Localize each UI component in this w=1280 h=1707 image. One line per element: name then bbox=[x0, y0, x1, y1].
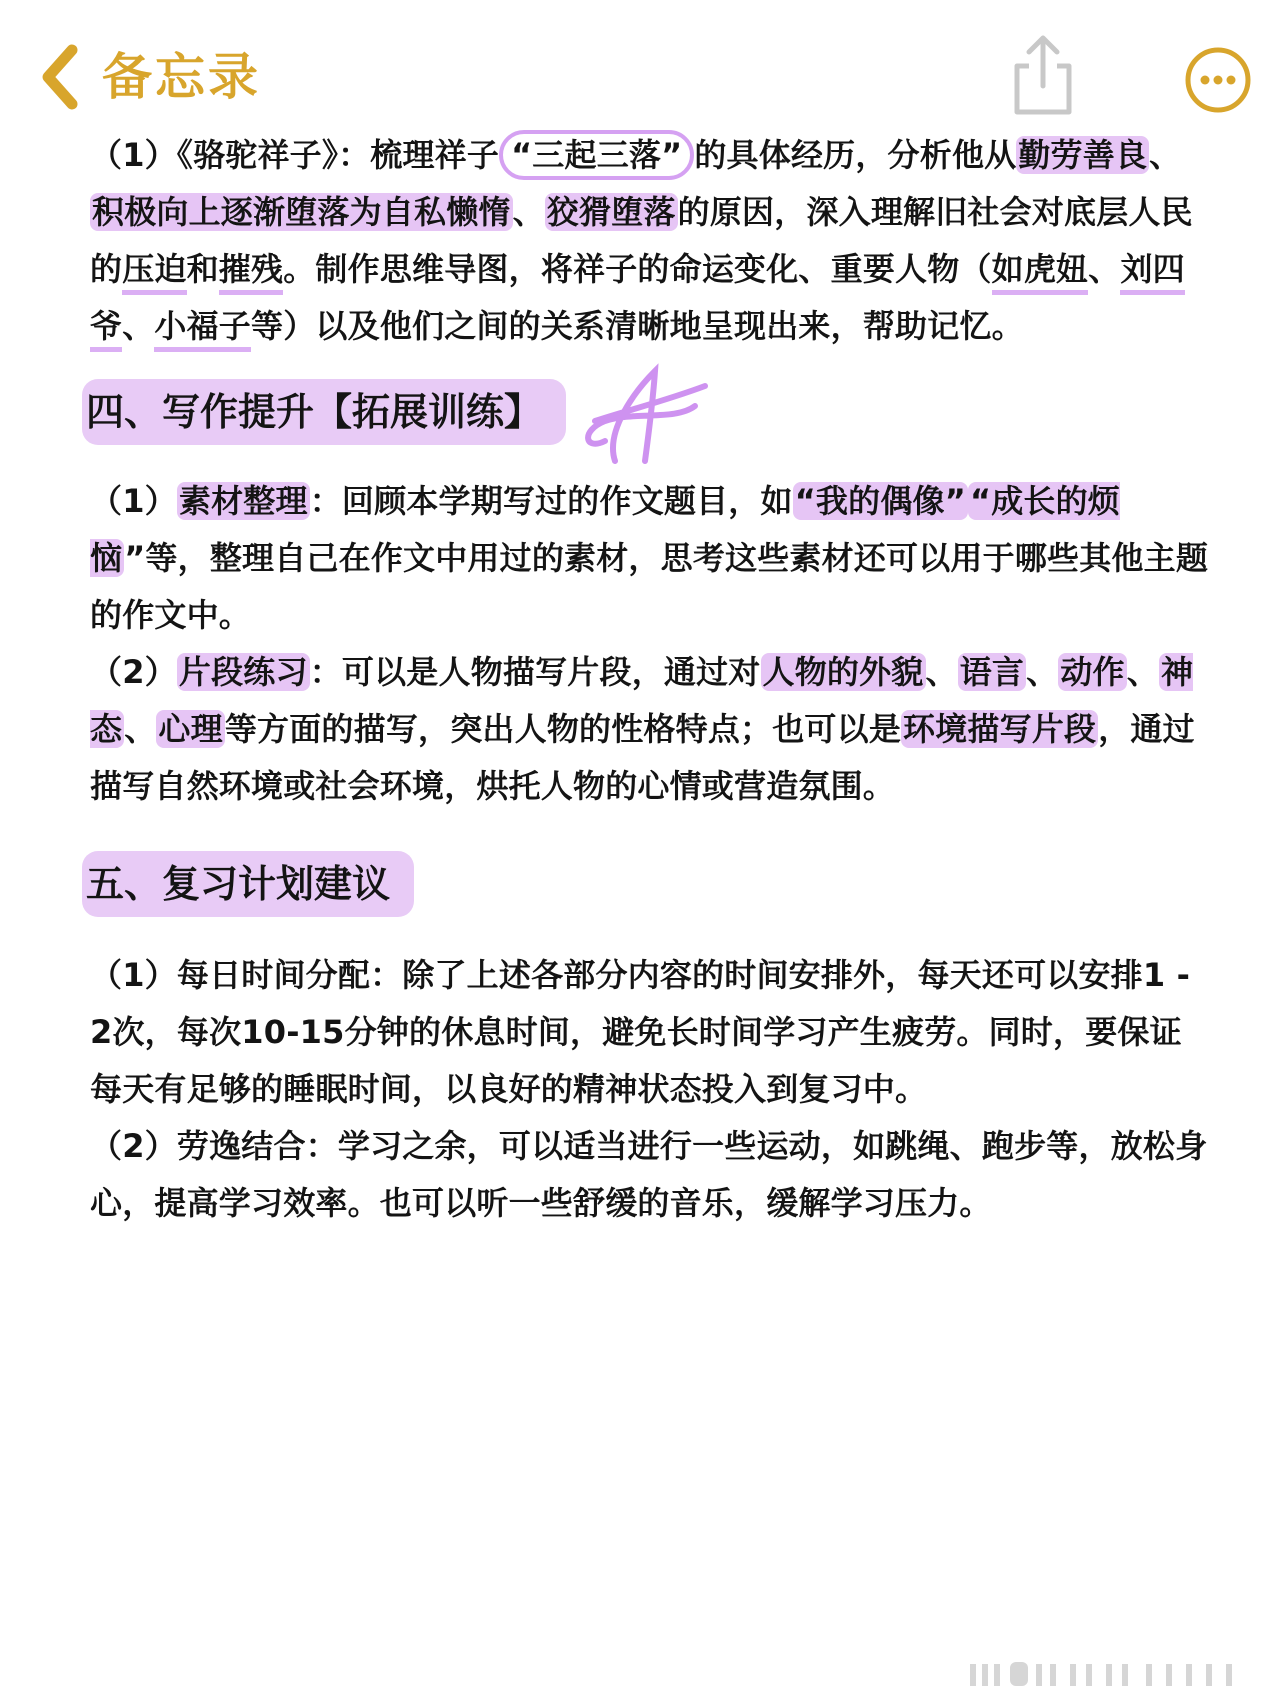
text: 等方面的描写，突出人物的性格特点；也可以是 bbox=[224, 710, 902, 748]
section3-item1 bbox=[90, 127, 1210, 355]
underline: 小福子 bbox=[154, 307, 251, 352]
highlight: 心理 bbox=[158, 710, 223, 748]
text: 、 bbox=[1026, 653, 1059, 691]
text: 、 bbox=[1126, 653, 1159, 691]
highlight: “我的偶像” bbox=[794, 482, 966, 520]
highlight: 环境描写片段 bbox=[903, 710, 1097, 748]
section4-item1 bbox=[90, 473, 1210, 644]
highlight: 人物的外貌 bbox=[762, 653, 924, 691]
section5-item2: （2）劳逸结合：学习之余，可以适当进行一些运动，如跳绳、跑步等，放松身心，提高学习效率。也可以听一些舒缓的音乐，缓解学习压力。 bbox=[90, 1127, 1208, 1222]
highlight: 动作 bbox=[1060, 653, 1125, 691]
section4-header bbox=[86, 379, 1210, 445]
text: ：可以是人物描写片段，通过对 bbox=[309, 653, 761, 691]
text: 的原因，深入理解旧社会对底层人民的 bbox=[90, 193, 1193, 288]
star-scribble-icon bbox=[575, 361, 715, 471]
highlight: 素材整理 bbox=[178, 482, 308, 520]
text: 和 bbox=[186, 250, 219, 288]
section5-header bbox=[86, 851, 1210, 917]
underline: 如虎妞 bbox=[992, 250, 1089, 295]
share-icon[interactable] bbox=[1003, 32, 1083, 118]
text: 、 bbox=[1149, 136, 1182, 174]
underline: 压迫 bbox=[122, 250, 186, 295]
back-button[interactable] bbox=[38, 42, 261, 112]
text: 、 bbox=[122, 307, 155, 345]
highlight: 语言 bbox=[959, 653, 1025, 691]
text: （1）《骆驼祥子》：梳理祥子 bbox=[90, 136, 500, 174]
text: ”等，整理自己在作文中用过的素材，思考这些素材还可以用于哪些其他主题的作文中。 bbox=[90, 539, 1209, 634]
status-bars-icon bbox=[970, 1660, 1270, 1688]
underline: 摧残 bbox=[219, 250, 283, 295]
highlight: 片段练习 bbox=[178, 653, 308, 691]
text: 、 bbox=[124, 710, 157, 748]
text: 、 bbox=[1088, 250, 1121, 288]
back-label: 备忘录 bbox=[102, 48, 261, 106]
text: 、 bbox=[925, 653, 958, 691]
text: 的具体经历，分析他从 bbox=[694, 136, 1017, 174]
circled-text: “三起三落” bbox=[499, 130, 694, 180]
highlight: “成长的烦恼 bbox=[90, 482, 1121, 577]
highlight: 积极向上逐渐堕落为自私懒惰 bbox=[92, 193, 511, 231]
text: （2） bbox=[90, 653, 177, 691]
chevron-left-icon bbox=[38, 42, 82, 112]
highlight: 狡猾堕落 bbox=[546, 193, 676, 231]
more-icon[interactable] bbox=[1183, 45, 1253, 115]
text: （1） bbox=[90, 482, 177, 520]
highlight: 神态 bbox=[90, 653, 1194, 748]
note-content[interactable] bbox=[86, 127, 1210, 1232]
text: 等）以及他们之间的关系清晰地呈现出来，帮助记忆。 bbox=[251, 307, 1024, 345]
text: ：回顾本学期写过的作文题目，如 bbox=[309, 482, 793, 520]
section5-item1: （1）每日时间分配：除了上述各部分内容的时间安排外，每天还可以安排1 - 2次，每次10-15分钟的休息时间，避免长时间学习产生疲劳。同时，要保证每天有足够的睡眠时间，以良好的精神状态投入到复习中。 bbox=[90, 956, 1191, 1108]
section4-item2 bbox=[90, 644, 1210, 815]
text: 。制作思维导图，将祥子的命运变化、重要人物（ bbox=[283, 250, 992, 288]
section5-heading: 五、复习计划建议 bbox=[82, 851, 414, 917]
section4-heading: 四、写作提升【拓展训练】 bbox=[82, 379, 566, 445]
underline: 刘四爷 bbox=[90, 250, 1185, 352]
text: ，通过描写自然环境或社会环境，烘托人物的心情或营造氛围。 bbox=[90, 710, 1195, 805]
highlight: 勤劳善良 bbox=[1018, 136, 1148, 174]
text: 、 bbox=[512, 193, 545, 231]
